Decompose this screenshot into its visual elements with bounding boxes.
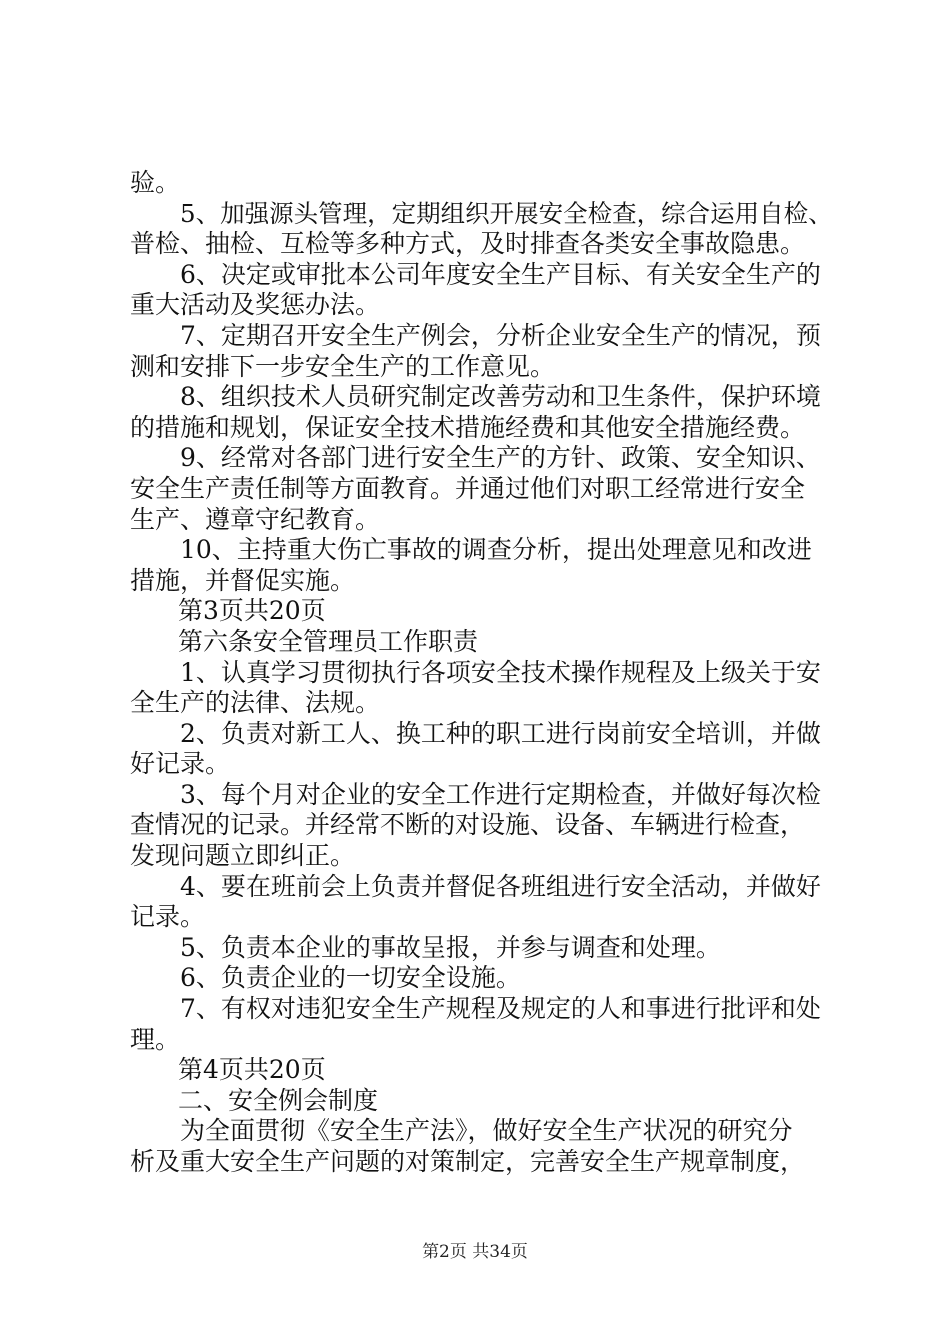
section-heading: 二、安全例会制度 bbox=[178, 1085, 379, 1115]
text-line: 3、每个月对企业的安全工作进行定期检查，并做好每次检 bbox=[180, 779, 821, 809]
text-line: 1、认真学习贯彻执行各项安全技术操作规程及上级关于安 bbox=[180, 657, 821, 687]
text-line: 措施，并督促实施。 bbox=[130, 565, 356, 595]
text-line: 普检、抽检、互检等多种方式，及时排查各类安全事故隐患。 bbox=[130, 229, 806, 259]
text-line: 9、经常对各部门进行安全生产的方针、政策、安全知识、 bbox=[180, 443, 821, 473]
text-line: 2、负责对新工人、换工种的职工进行岗前安全培训，并做 bbox=[180, 718, 821, 748]
text-line: 为全面贯彻《安全生产法》，做好安全生产状况的研究分 bbox=[180, 1116, 793, 1146]
text-line: 析及重大安全生产问题的对策制定，完善安全生产规章制度， bbox=[130, 1147, 806, 1176]
text-line: 6、决定或审批本公司年度安全生产目标、有关安全生产的 bbox=[180, 259, 821, 289]
text-line: 的措施和规划，保证安全技术措施经费和其他安全措施经费。 bbox=[130, 412, 806, 442]
text-line: 好记录。 bbox=[130, 749, 231, 779]
text-line: 发现问题立即纠正。 bbox=[130, 841, 356, 871]
text-line: 记录。 bbox=[130, 902, 206, 932]
text-line: 查情况的记录。并经常不断的对设施、设备、车辆进行检查， bbox=[130, 810, 806, 840]
text-line: 7、有权对违犯安全生产规程及规定的人和事进行批评和处 bbox=[180, 994, 821, 1024]
text-line: 8、组织技术人员研究制定改善劳动和卫生条件，保护环境 bbox=[180, 382, 821, 412]
text-line: 7、定期召开安全生产例会，分析企业安全生产的情况，预 bbox=[180, 320, 821, 350]
document-body bbox=[130, 168, 835, 1178]
text-line: 5、加强源头管理，定期组织开展安全检查，综合运用自检、 bbox=[180, 198, 833, 228]
section-heading: 第六条安全管理员工作职责 bbox=[178, 626, 479, 656]
text-line: 生产、遵章守纪教育。 bbox=[130, 504, 381, 534]
text-line: 理。 bbox=[130, 1024, 181, 1054]
page-marker: 第3页共20页 bbox=[178, 596, 326, 626]
text-line: 10、主持重大伤亡事故的调查分析，提出处理意见和改进 bbox=[180, 535, 812, 565]
page-footer: 第2页 共34页 bbox=[422, 1242, 528, 1262]
text-line: 测和安排下一步安全生产的工作意见。 bbox=[130, 351, 556, 381]
text-line: 安全生产责任制等方面教育。并通过他们对职工经常进行安全 bbox=[130, 473, 806, 503]
page-marker: 第4页共20页 bbox=[178, 1055, 326, 1085]
text-line: 6、负责企业的一切安全设施。 bbox=[180, 963, 521, 993]
text-line: 全生产的法律、法规。 bbox=[130, 688, 381, 718]
text-line: 重大活动及奖惩办法。 bbox=[130, 290, 381, 320]
text-line: 5、负责本企业的事故呈报，并参与调查和处理。 bbox=[180, 932, 721, 962]
text-line: 验。 bbox=[130, 168, 181, 197]
text-line: 4、要在班前会上负责并督促各班组进行安全活动，并做好 bbox=[180, 871, 821, 901]
